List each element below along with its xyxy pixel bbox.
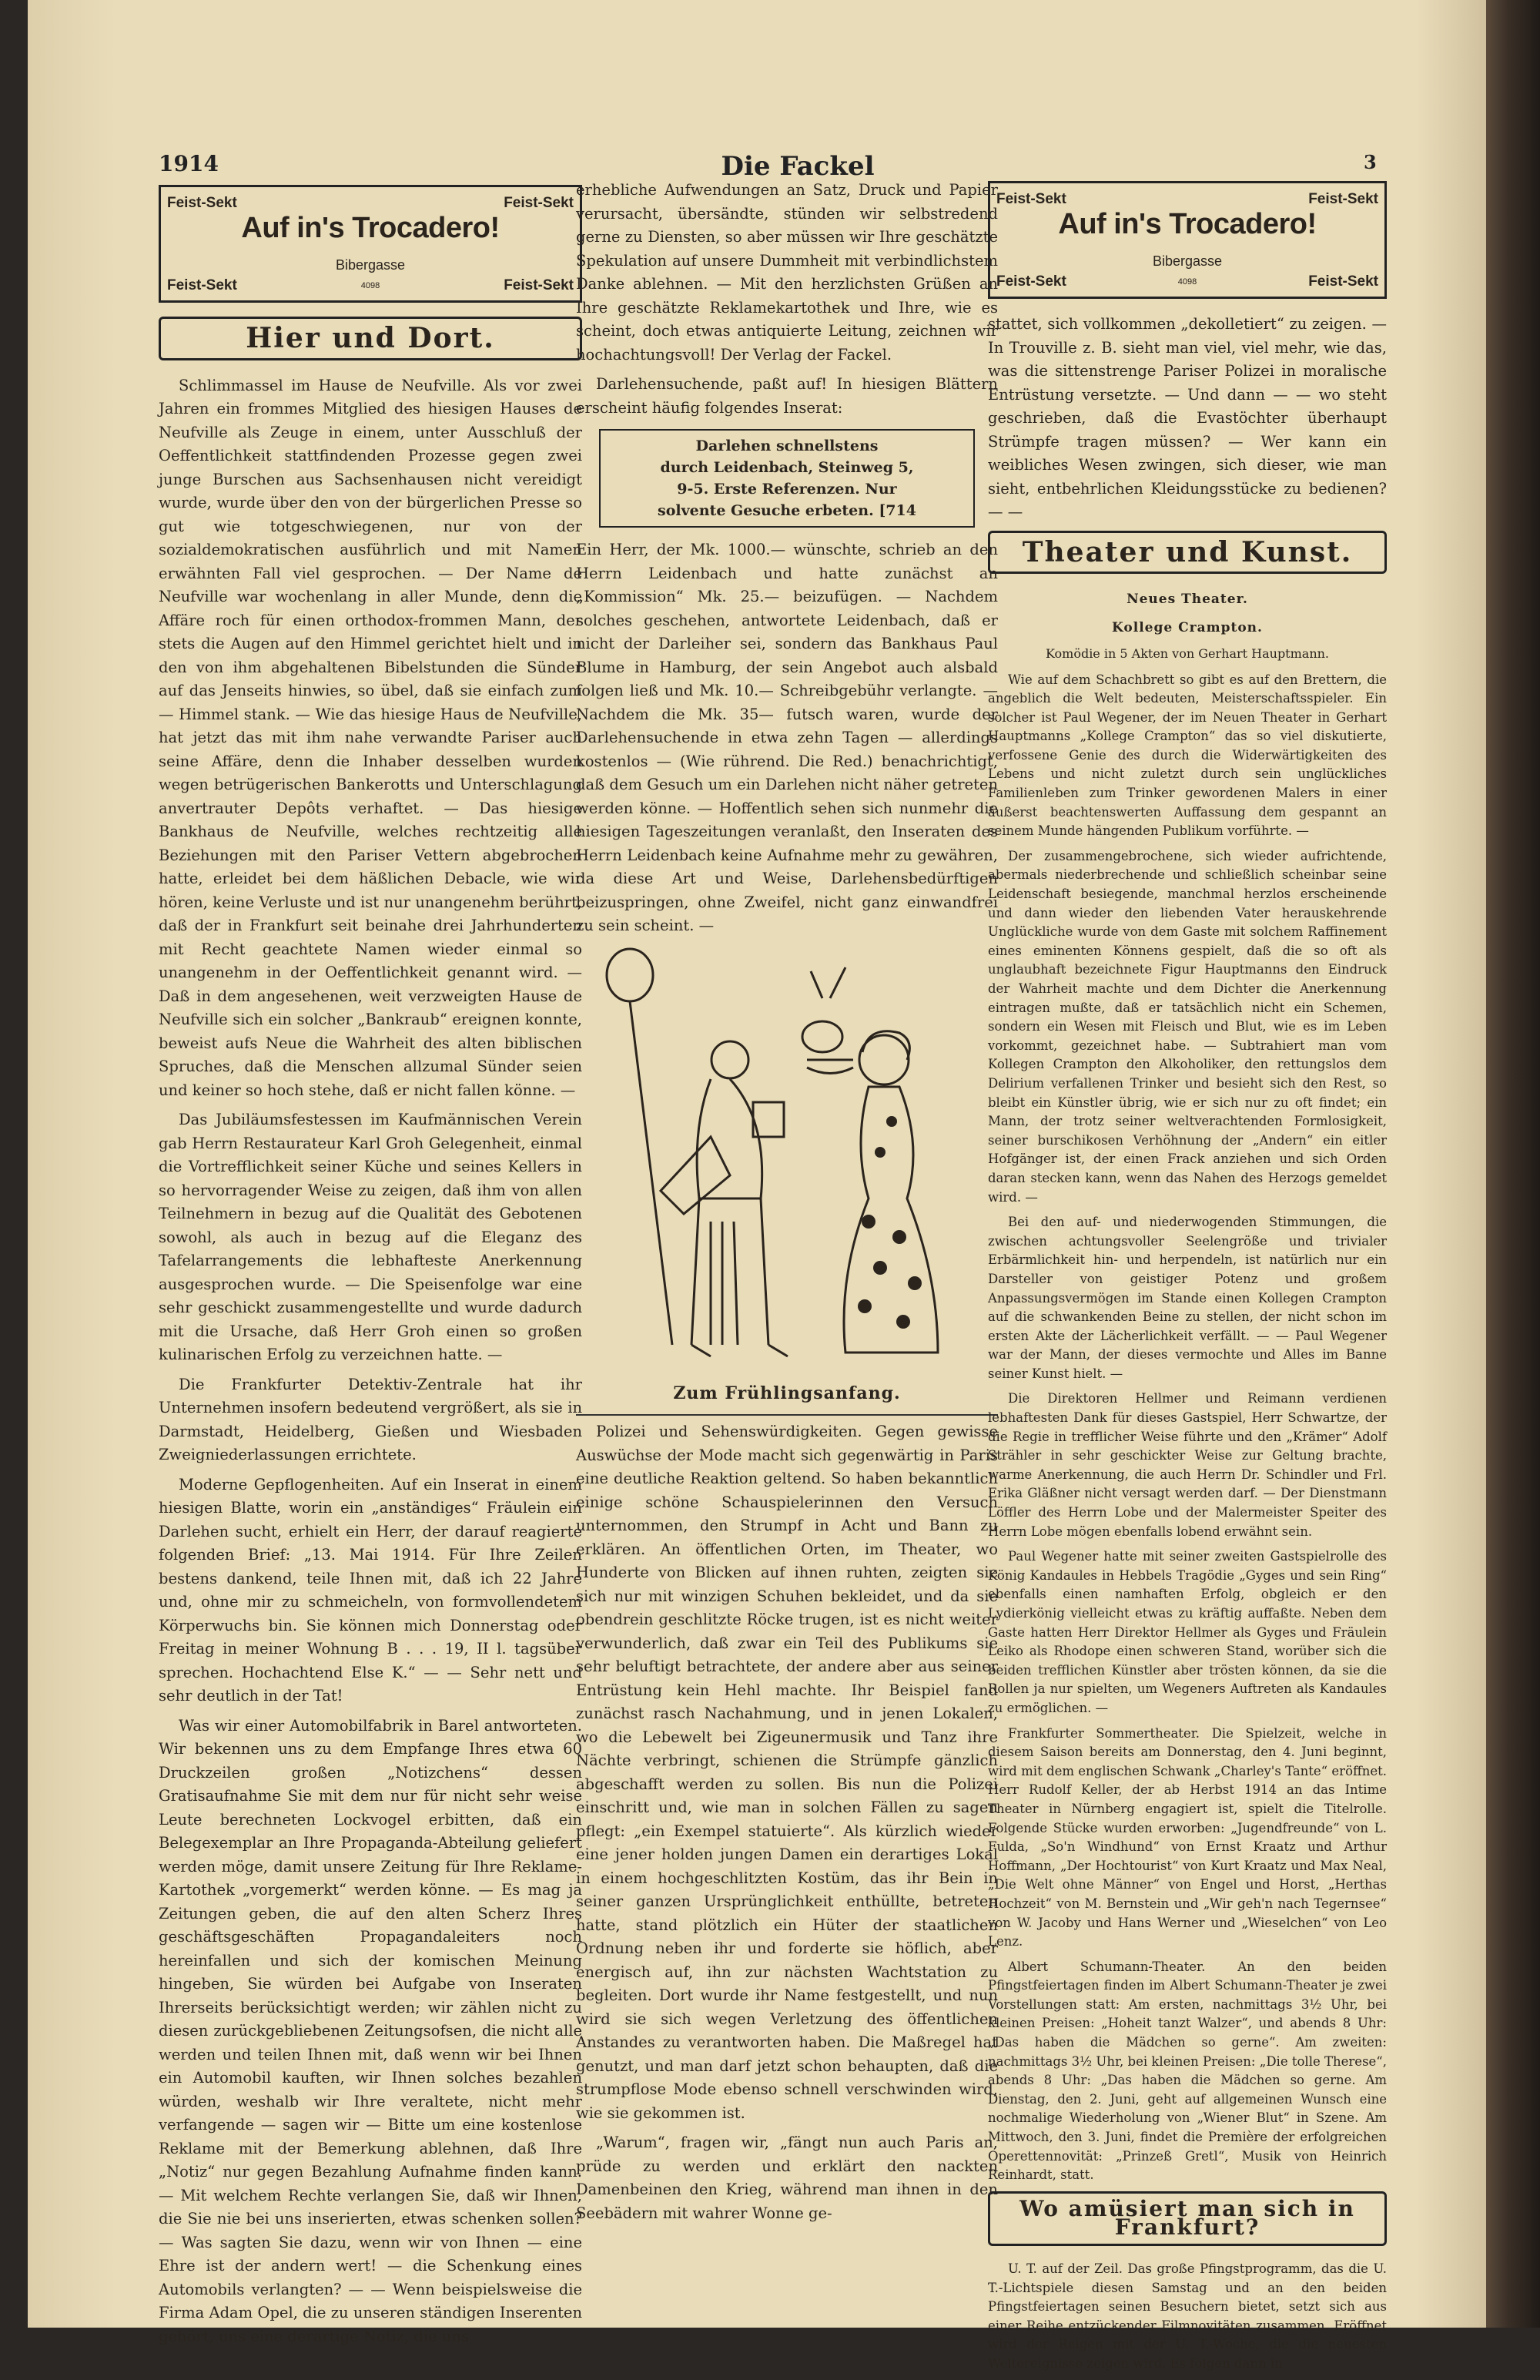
ad-corner-text: Feist-Sekt <box>504 277 574 293</box>
ad-subline: Bibergasse <box>335 257 406 273</box>
article-paragraph: U. T. auf der Zeil. Das große Pfingstprogramm, das die U. T.-Lichtspiele diesen Samstag und an den beiden Pfingstfeiertagen seinen Besuchern bietet, setzt sich aus einer Reihe entzückender Filmnovitäten zusammen. Eröffnet wird der Reigen mit der U. T.-Woche, die die neuesten Weltereignisse zeigen wird. Es folgen dann in <box>988 2261 1387 2371</box>
article-paragraph: Ein Herr, der Mk. 1000.— wünschte, schrieb an den Herrn Leidenbach und hatte zunächst an „Kommission“ Mk. 25.— beizufügen. — Nachdem solches geschehen, antwortete Leidenbach, daß er nicht der Darleiher sei, sondern das Bankhaus Paul Blume in Hamburg, der sein Angebot auch alsbald folgen ließ und Mk. 10.— Schreibgebühr verlangte. — Nachdem die Mk. 35— futsch waren, wurde der Darlehensuchende in etwa zehn Tagen — allerdings kostenlos — (Wie rührend. Die Red.) benachrichtigt, daß dem Gesuch um ein Darlehen nicht näher getreten werden könne. — Hoffentlich sehen sich nunmehr die hiesigen Tageszeitungen veranlaßt, den Inseraten des Herrn Leidenbach keine Aufnahme mehr zu gewähren, da diese Art und Weise, Darlehensbedürftigen beizuspringen, ohne Zweifel, nicht ganz einwandfrei zu sein scheint. — <box>576 541 998 934</box>
article-paragraph: Das Jubiläumsfestessen im Kaufmännischen Verein gab Herrn Restaurateur Karl Groh Gelegenheit, einmal die Vortrefflichkeit seiner Küche und seines Kellers in so hervorragender Weise zu zeigen, daß ihm von allen Teilnehmern in bezug auf die Qualität des Gebotenen sowohl, als auch in bezug auf die Eleganz des Tafelarrangements die lebhafteste Anerkennung ausgesprochen wurde. — Die Speisenfolge war eine sehr geschickt zusammengestellte und wurde dadurch mit die Ursache, daß Herr Groh einen so großen kulinarischen Erfolg zu verzeichnen hatte. — <box>159 1111 582 1363</box>
article-paragraph: Die Frankfurter Detektiv-Zentrale hat ihr Unternehmen insofern bedeutend vergrößert, als sie in Darmstadt, Heidelberg, Gießen und Wiesbaden Zweigniederlassungen errichtete. <box>159 1375 582 1463</box>
column-left <box>159 185 582 2355</box>
article-paragraph: Wie auf dem Schachbrett so gibt es auf den Brettern, die angeblich die Welt bedeuten, Meisterschaftsspieler. Ein solcher ist Paul Wegener, der im Neuen Theater in Gerhart Hauptmanns „Kollege Crampton“ das so viel diskutierte, verfossene Genie des durch die Widerwärtigkeiten des Lebens und nicht zuletzt durch sein unglückliches Familienleben zum Trinker gewordenen Malers in einer äußerst beachtenswerten Auffassung dem gespannt an seinem Munde hängenden Publikum vorführte. — <box>988 672 1387 839</box>
article-paragraph: Schlimmassel im Hause de Neufville. Als vor zwei Jahren ein frommes Mitglied des hiesigen Hauses de Neufville als Zeuge in einem, unter Ausschluß der Oeffentlichkeit stattfindenden Prozesse gegen zwei junge Burschen aus Sachsenhausen nicht vereidigt wurde, wurde über den von der bürgerlichen Presse so gut wie totgeschwiegenen, nur von der sozialdemokratischen ausführlich und mit Namen erwähnten Fall viel gesprochen. — Der Name de Neufville war wochenlang in aller Munde, denn die Affäre roch für einen orthodox-frommen Mann, der stets die Augen auf den Himmel gerichtet hielt und in den von ihm abgehaltenen Bibelstunden die Sünder auf das Jenseits hinwies, so übel, daß sie einfach zum — Himmel stank. — Wie das hiesige Haus de Neufville, hat jetzt das mit ihm nahe verwandte Pariser auch seine Affäre, denn die Inhaber desselben wurden wegen betrügerischen Bankerotts und Unterschlagung anvertrauter Depôts verhaftet. — Das hiesige Bankhaus de Neufville, welches rechtzeitig alle Beziehungen mit den Pariser Vettern abgebrochen hatte, erleidet bei dem häßlichen Debacle, wie wir hören, keine Verluste und ist nur unangenehm berührt, daß der in Frankfurt seit beinahe drei Jahrhunderten mit Recht geachtete Namen wieder einmal so unangenehm in der Oeffentlichkeit genannt wird. — Daß in dem angesehenen, weit verzweigten Hause de Neufville sich ein solcher „Bankraub“ ereignen konnte, beweist aufs Neue die Wahrheit des alten biblischen Spruches, daß die Menschen allzumal Sünder seien und keiner so hoch stehe, daß er nicht fallen könne. — <box>159 376 582 1099</box>
section-banner-hier-und-dort: Hier und Dort. <box>159 317 582 360</box>
box-line: Darlehen schnellstens <box>695 437 879 454</box>
newspaper-page <box>28 0 1505 2371</box>
book-binding <box>1486 0 1540 2328</box>
column-right <box>988 181 1387 2380</box>
ad-number: 4098 <box>1177 277 1197 287</box>
section-banner-amusement: Wo amüsiert man sich in Frankfurt? <box>988 2191 1387 2246</box>
column-middle <box>576 179 998 2231</box>
ad-corner-text: Feist-Sekt <box>1308 273 1378 290</box>
page-number: 3 <box>1364 151 1377 173</box>
ad-corner-text: Feist-Sekt <box>167 195 237 211</box>
ad-corner-text: Feist-Sekt <box>996 273 1066 290</box>
ad-subline: Bibergasse <box>1152 253 1223 269</box>
box-line: solvente Gesuche erbeten. [714 <box>658 502 916 519</box>
article-paragraph: erhebliche Aufwendungen an Satz, Druck und Papier verursacht, übersändte, stünden wir selbstredend gerne zu Diensten, so aber müssen wir Ihre geschätzte Spekulation auf unsere Dummheit mit verbindlichstem Danke ablehnen. — Mit den herzlichsten Grüßen an Ihre geschätzte Reklamekartothek und Ihre, wie es scheint, doch etwas antiquierte Leitung, zeichnen wir hochachtungsvoll! Der Verlag der Fackel. <box>576 181 998 364</box>
cartoon-caption: Zum Frühlingsanfang. <box>673 1383 901 1403</box>
masthead-title: Die Fackel <box>721 151 875 182</box>
loan-classified-box <box>599 429 975 528</box>
ad-headline: Auf in's Trocadero! <box>1058 208 1317 240</box>
ad-headline: Auf in's Trocadero! <box>241 212 500 244</box>
play-subtitle: Komödie in 5 Akten von Gerhart Hauptmann. <box>1045 646 1330 661</box>
ad-corner-text: Feist-Sekt <box>504 195 574 211</box>
cinema-notes <box>988 2260 1387 2374</box>
article-paragraph: Albert Schumann-Theater. An den beiden Pfingstfeiertagen finden im Albert Schumann-Theater je zwei Vorstellungen statt: Am ersten, nachmittags 3½ Uhr, bei kleinen Preisen: „Hoheit tanzt Walzer“, und abends 8 Uhr: „Das haben die Mädchen so gerne“. Am zweiten: nachmittags 3½ Uhr, bei kleinen Preisen: „Die tolle Therese“, abends 8 Uhr: „Das haben die Mädchen so gerne. Am Dienstag, den 2. Juni, geht auf allgemeinen Wunsch eine nochmalige Wiederholung von „Wiener Blut“ in Szene. Am Mittwoch, den 3. Juni, findet die Première der erfolgreichen Operettennovität: „Prinzeß Gretl“, Musik von Heinrich Reinhardt, statt. <box>988 1959 1387 2183</box>
ad-corner-text: Feist-Sekt <box>1308 191 1378 207</box>
ad-corner-text: Feist-Sekt <box>996 191 1066 207</box>
article-paragraph: Frankfurter Sommertheater. Die Spielzeit, welche in diesem Saison bereits am Donnerstag, den 4. Juni beginnt, wird mit dem englischen Schwank „Charley's Tante“ eröffnet. Herr Rudolf Keller, der ab Herbst 1914 an das Intime Theater in Nürnberg engagiert ist, spielt die Titelrolle. Folgende Stücke wurden erworben: „Jugendfreunde“ von L. Fulda, „So'n Windhund“ von Ernst Kraatz und Arthur Hoffmann, „Der Hochtourist“ von Kurt Kraatz und Max Neal, „Die Welt ohne Männer“ von Engel und Horst, „Herthas Hochzeit“ von M. Bernstein und „Wir geh'n nach Tegernsee“ von W. Jacoby und Hans Werner und „Wieselchen“ von Leo Lenz. <box>988 1725 1387 1949</box>
box-line: durch Leidenbach, Steinweg 5, <box>660 459 914 476</box>
article-paragraph: Polizei und Sehenswürdigkeiten. Gegen gewisse Auswüchse der Mode macht sich gegenwärtig in Paris eine deutliche Reaktion geltend. So haben bekanntlich einige schöne Schauspielerinnen den Versuch unternommen, den Strumpf in Acht und Bann zu erklären. An öffentlichen Orten, im Theater, wo Hunderte von Blicken auf ihnen ruhten, zeigten sie sich nur mit winzigen Schuhen bekleidet, und da sie obendrein geschlitzte Röcke trugen, ist es nicht weiter verwunderlich, daß zwar ein Teil des Publikums sie sehr beluftigt betrachtete, der andere aber aus seiner Entrüstung kein Hehl machte. Ihr Beispiel fand zunächst rasch Nachahmung, und in jenen Lokalen, wo die Lebewelt bei Zigeunermusik und Tanz ihre Nächte verbringt, schienen die Strümpfe gänzlich abgeschafft werden zu sollen. Bis nun die Polizei einschritt und, wie man in solchen Fällen zu sagen pflegt: „ein Exempel statuierte“. Als kürzlich wieder eine jener holden jungen Damen ein derartiges Lokal in einem hochgeschlitzten Kostüm, das ihr Bein in seiner ganzen Ursprünglichkeit enthüllte, betreten hatte, stand plötzlich ein Hüter der staatlichen Ordnung neben ihr und forderte sie höflich, aber energisch auf, ihn zur nächsten Wachtstation zu begleiten. Dort wurde ihr Name festgestellt, und nun wird sie sich wegen Verletzung des öffentlichen Anstandes zu verantworten haben. Die Maßregel hat genutzt, und man darf jetzt schon behaupten, daß die strumpflose Mode ebenso schnell verschwinden wird, wie sie gekommen ist. <box>576 1423 998 2122</box>
article-paragraph: Die Direktoren Hellmer und Reimann verdienen lebhaftesten Dank für dieses Gastspiel, Herr Schwartze, der die Regie in trefflicher Weise führte und den „Krämer“ Adolf Strähler in sehr geschickter Weise zur Geltung brachte, warme Anerkennung, die auch Herrn Dr. Schindler und Frl. Erika Gläßner nicht versagt werden darf. — Der Dienstmann Löffler des Herrn Lobe und der Malermeister Speiter des Herrn Lobe mögen ebenfalls lobend erwähnt sein. <box>988 1391 1387 1539</box>
article-paragraph: Moderne Gepflogenheiten. Auf ein Inserat in einem hiesigen Blatte, worin ein „anständiges“ Fräulein ein Darlehen sucht, erhielt ein Herr, der darauf reagierte folgenden Brief: „13. Mai 1914. Für Ihre Zeilen bestens dankend, teile Ihnen mit, daß ich 22 Jahre und, ohne mir zu schmeicheln, von formvollendetem Körperwuchs bin. Sie können mich Donnerstag oder Freitag in meiner Wohnung B . . . 19, II l. tagsüber sprechen. Hochachtend Else K.“ — — Sehr nett und sehr deutlich in der Tat! <box>159 1475 582 1705</box>
trocadero-ad-right <box>988 181 1387 299</box>
section-banner-theater-und-kunst: Theater und Kunst. <box>988 531 1387 575</box>
article-paragraph: Der zusammengebrochene, sich wieder aufrichtende, abermals niederbrechende und schließlich scheinbar seine Leidenschaft besiegende, manchmal herzlos erscheinende und dann wieder den liebenden Vater herauskehrende Unglückliche wurde von dem Gaste mit solchem Raffinement eines eminenten Könnens gespielt, daß die so oft als unglaubhaft bezeichnete Figur Hauptmanns den Eindruck der Wahrheit machte und dem Dichter die Anerkennung eintragen mußte, daß er tatsächlich nicht ein Schemen, sondern ein Wesen mit Fleisch und Blut, wie es im Leben vorkommt, gezeichnet habe. — Subtrahiert man vom Kollegen Crampton den Alkoholiker, den rettungslos dem Delirium verfallenen Trinker und besieht sich den Rest, so bleibt ein Künstler übrig, wie er sich nur zu oft findet; ein Mann, der trotz seiner weltverachtenden Formlosigkeit, seiner burschikosen Verhöhnung der „Andern“ ein eitler Hofgänger ist, der einen Frack anziehen und sich Orden daran stecken kann, wenn das Nahen des Herzogs gemeldet wird. — <box>988 848 1387 1205</box>
cartoon-drawing <box>576 944 998 1376</box>
article-paragraph: Paul Wegener hatte mit seiner zweiten Gastspielrolle des König Kandaules in Hebbels Tragödie „Gyges und sein Ring“ ebenfalls einen namhaften Erfolg, obgleich er den Lydierkönig vielleicht etwas zu kräftig auffaßte. Neben dem Gaste hatten Herr Direktor Hellmer als Gyges und Fräulein Leiko als Rhodope einen schweren Stand, worüber sich die beiden trefflichen Künstler aber trösten können, da sie die Rollen ja nur spielten, um Wegeners Auftreten als Kandaules zu ermöglichen. — <box>988 1549 1387 1715</box>
subsection-heading: Neues Theater. <box>1127 592 1248 607</box>
cartoon-illustration <box>576 944 998 1376</box>
article-paragraph: Bei den auf- und niederwogenden Stimmungen, die zwischen achtungsvoller Seelengröße und trivialer Erbärmlichkeit hin- und herpendeln, ist natürlich nur ein Darsteller von geistiger Potenz und großem Anpassungsvermögen im Stande einen Kollegen Crampton auf die schwankenden Beine zu stellen, der nicht schon im ersten Akte der Lächerlichkeit verfällt. — — Paul Wegener war der Mann, der dieses vermochte und Alles im Banne seiner Kunst hielt. — <box>988 1215 1387 1381</box>
ad-corner-text: Feist-Sekt <box>167 277 237 293</box>
article-paragraph: Darlehensuchende, paßt auf! In hiesigen Blättern erscheint häufig folgendes Inserat: <box>576 375 998 417</box>
ad-number: 4098 <box>360 280 380 290</box>
trocadero-ad-left <box>159 185 582 303</box>
article-paragraph: Was wir einer Automobilfabrik in Barel antworteten. Wir bekennen uns zu dem Empfange Ihres etwa 60 Druckzeilen großen „Notizchens“ dessen Gratisaufnahme Sie mit dem nur für nicht sehr weise Leute berechneten Lockvogel erbitten, daß ein Belegexemplar an Ihre Propaganda-Abteilung geliefert werden möge, damit unsere Zeitung für Ihre Reklame-Kartothek „vorgemerkt“ werden könne. — Es mag ja Zeitungen geben, die auf den alten Scherz Ihres geschäftsgeschäften Propagandaleiters noch hereinfallen und sich der komischen Meinung hingeben, Sie würden bei Aufgabe von Inseraten Ihrerseits berücksichtigt werden; wir zählen nicht zu diesen zurückgebliebenen Zeitungsofsen, die nicht alle werden und teilen Ihnen mit, daß wenn wir bei Ihnen ein Automobil kauften, wir Ihnen solches bezahlen würden, weshalb wir Ihre veraltete, nicht mehr verfangende — sagen wir — Bitte um eine kostenlose Reklame mit der Bemerkung ablehnen, daß Ihre „Notiz“ nur gegen Bezahlung Aufnahme finden kann. — Mit welchem Rechte verlangen Sie, daß wir Ihnen, die Sie nie bei uns inserierten, etwas schenken sollen? — Was sagten Sie dazu, wenn wir von Ihnen — eine Ehre ist der andern wert! — die Schenkung eines Automobils verlangten? — — Wenn beispielsweise die Firma Adam Opel, die zu unseren ständigen Inserenten gehört, uns eine derartige Notiz, die uns <box>159 1716 582 2345</box>
theater-review <box>988 671 1387 2185</box>
box-line: 9-5. Erste Referenzen. Nur <box>677 481 897 498</box>
play-title: Kollege Crampton. <box>1112 619 1263 635</box>
article-paragraph: „Warum“, fragen wir, „fängt nun auch Paris an, prüde zu werden und erklärt den nackten Damenbeinen den Krieg, während man ihnen in den Seebädern mit wahrer Wonne ge- <box>576 2134 998 2222</box>
column-rule <box>576 1414 998 1416</box>
page-year: 1914 <box>159 151 219 176</box>
article-paragraph: stattet, sich vollkommen „dekolletiert“ zu zeigen. — In Trouville z. B. sieht man viel, viel mehr, wie das, was die sittenstrenge Pariser Polizei in moralische Entrüstung versetzte. — Und dann — — wo steht geschrieben, daß die Evastöchter überhaupt Strümpfe tragen müssen? — Wer kann ein weibliches Wesen zwingen, sich dieser, wie man sieht, entbehrlichen Kleidungsstücke zu bedienen? — — <box>988 315 1387 521</box>
